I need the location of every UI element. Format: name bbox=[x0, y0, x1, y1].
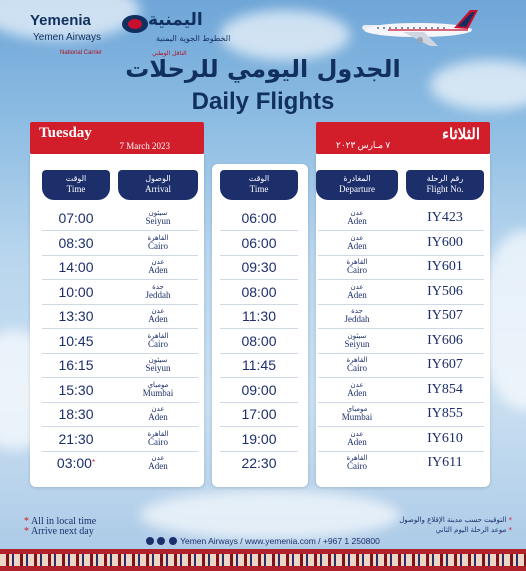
departure-time: 08:00 bbox=[241, 283, 277, 300]
arrival-city-cell bbox=[118, 307, 198, 324]
departure-city-en: Cairo bbox=[347, 265, 367, 275]
departure-city-cell bbox=[316, 258, 398, 275]
row-divider bbox=[42, 255, 198, 256]
arrival-city-cell bbox=[118, 283, 198, 300]
departure-city-ar: مومباي bbox=[346, 405, 368, 413]
arrival-city-en: Seiyun bbox=[145, 363, 171, 373]
flight-number: IY854 bbox=[427, 381, 463, 397]
arrival-city-ar: جدة bbox=[152, 282, 164, 291]
yemenia-logo-icon bbox=[122, 15, 148, 33]
col-header-label-en: Arrival bbox=[145, 184, 171, 194]
instagram-icon bbox=[146, 537, 154, 545]
arrival-time-cell bbox=[42, 333, 110, 349]
departure-time-cell bbox=[220, 259, 298, 275]
arrival-city-cell bbox=[118, 454, 198, 471]
arrival-city-ar: القاهرة bbox=[147, 331, 169, 340]
flight-number: IY601 bbox=[427, 259, 463, 274]
col-header-departure bbox=[316, 170, 398, 200]
departure-time-cell bbox=[220, 382, 298, 398]
departure-city-ar: القاهرة bbox=[346, 356, 368, 364]
departure-time-cell bbox=[220, 308, 298, 324]
row-divider bbox=[318, 353, 484, 354]
footer-pattern bbox=[0, 549, 526, 571]
arrival-city-ar: سيئون bbox=[148, 356, 168, 364]
arrival-city-cell bbox=[118, 381, 198, 398]
arrival-city-ar: القاهرة bbox=[147, 429, 169, 438]
departure-city-en: Aden bbox=[347, 387, 367, 398]
day-bar-en bbox=[30, 122, 204, 154]
departure-city-cell bbox=[316, 405, 398, 422]
flight-number-cell bbox=[406, 431, 484, 447]
departure-city-en: Aden bbox=[347, 289, 367, 300]
departure-time-cell bbox=[220, 431, 298, 447]
arrival-city-ar: القاهرة bbox=[147, 233, 169, 242]
departure-time-cell bbox=[220, 235, 298, 251]
arrival-time: 07:00 bbox=[58, 210, 94, 226]
row-divider bbox=[42, 279, 198, 280]
row-divider bbox=[42, 402, 198, 403]
departure-city-cell bbox=[316, 430, 398, 447]
departure-city-en: Aden bbox=[347, 216, 367, 226]
arrival-city-en: Cairo bbox=[148, 436, 168, 447]
departure-time-cell bbox=[220, 333, 298, 349]
flight-number-cell bbox=[406, 308, 484, 324]
col-header-label-ar: رقم الرحلة bbox=[426, 174, 464, 183]
col-header-label-ar: الوقت bbox=[65, 174, 87, 183]
flight-number: IY423 bbox=[427, 210, 463, 225]
brand-tag-ar: الناقل الوطني bbox=[152, 50, 187, 57]
col-header-departure-time bbox=[220, 170, 298, 200]
row-divider bbox=[42, 426, 198, 427]
row-divider bbox=[220, 402, 298, 403]
arrival-city-en: Aden bbox=[148, 265, 168, 275]
departure-city-en: Jeddah bbox=[344, 314, 370, 324]
arrival-time-cell bbox=[42, 357, 110, 373]
col-header-label-ar: الوقت bbox=[248, 174, 270, 183]
cloud-decoration bbox=[140, 490, 400, 540]
arrival-time-cell bbox=[42, 308, 110, 324]
flight-number: IY506 bbox=[427, 283, 463, 299]
arrival-city-en: Aden bbox=[148, 412, 168, 422]
flight-number-cell bbox=[406, 333, 484, 349]
brand-name-ar: اليمنية bbox=[148, 10, 203, 30]
day-label-ar: الثلاثاء bbox=[441, 127, 480, 143]
arrival-city-cell bbox=[118, 332, 198, 349]
arrival-city-cell bbox=[118, 234, 198, 251]
departure-time: 22:30 bbox=[241, 455, 277, 471]
flight-number: IY606 bbox=[427, 332, 463, 348]
arrival-time-cell bbox=[42, 406, 110, 422]
departure-city-ar: عدن bbox=[350, 233, 364, 242]
contact-line bbox=[0, 536, 526, 546]
arrival-city-ar: سيئون bbox=[148, 209, 168, 217]
flight-number-cell bbox=[406, 382, 484, 398]
col-header-label-ar: المغادرة bbox=[343, 174, 371, 183]
flight-number: IY610 bbox=[427, 430, 463, 446]
row-divider bbox=[42, 328, 198, 329]
arrival-time: 18:30 bbox=[58, 406, 94, 422]
arrival-time: 13:30 bbox=[58, 308, 94, 324]
contact-text: Yemen Airways / www.yemenia.com / +967 1 250800 bbox=[180, 536, 380, 546]
departure-city-ar: عدن bbox=[350, 380, 364, 389]
brand-tag-en: National Carrier bbox=[60, 50, 103, 56]
arrival-city-cell bbox=[118, 258, 198, 275]
row-divider bbox=[318, 255, 484, 256]
brand-logo bbox=[30, 10, 231, 57]
title-arabic: الجدول اليومي للرحلات bbox=[125, 55, 401, 83]
twitter-icon bbox=[157, 537, 165, 545]
col-header-label-en: Departure bbox=[339, 184, 375, 194]
arrival-city-en: Mumbai bbox=[142, 387, 174, 398]
flight-number: IY611 bbox=[427, 455, 463, 470]
row-divider bbox=[42, 230, 198, 231]
note-ar-next-day: * موعد الرحلة اليوم الثاني bbox=[435, 526, 512, 534]
departure-time: 06:00 bbox=[241, 234, 277, 251]
arrival-time: 08:30 bbox=[58, 234, 94, 251]
arrival-city-ar: عدن bbox=[151, 454, 165, 462]
row-divider bbox=[318, 230, 484, 231]
flight-number-cell bbox=[406, 406, 484, 422]
departure-city-ar: عدن bbox=[350, 282, 364, 291]
row-divider bbox=[42, 377, 198, 378]
row-divider bbox=[220, 304, 298, 305]
row-divider bbox=[318, 377, 484, 378]
row-divider bbox=[220, 328, 298, 329]
cloud-decoration bbox=[220, 10, 350, 60]
departure-time-cell bbox=[220, 406, 298, 422]
departure-time: 11:30 bbox=[242, 308, 276, 324]
departure-time: 08:00 bbox=[241, 332, 277, 349]
departure-city-ar: القاهرة bbox=[346, 258, 368, 266]
brand-sub-ar: الخطوط الجوية اليمنية bbox=[156, 34, 231, 43]
row-divider bbox=[42, 451, 198, 452]
arrival-time: 10:00 bbox=[58, 283, 94, 300]
col-header-arrival-time bbox=[42, 170, 110, 200]
departure-time: 11:45 bbox=[242, 357, 276, 373]
arrival-city-en: Aden bbox=[148, 314, 168, 324]
departure-time: 19:00 bbox=[241, 430, 277, 447]
arrival-city-en: Jeddah bbox=[145, 289, 171, 300]
airplane-icon bbox=[358, 8, 482, 48]
departure-city-en: Cairo bbox=[347, 363, 367, 373]
arrival-time: 14:00 bbox=[58, 259, 94, 275]
arrival-city-ar: عدن bbox=[151, 307, 165, 315]
col-header-label-ar: الوصول bbox=[145, 174, 171, 183]
flight-number-cell bbox=[406, 259, 484, 275]
col-header-arrival bbox=[118, 170, 198, 200]
arrival-city-ar: عدن bbox=[151, 405, 165, 413]
flight-number: IY507 bbox=[427, 308, 463, 323]
arrival-city-en: Cairo bbox=[148, 240, 168, 251]
row-divider bbox=[318, 402, 484, 403]
col-header-label-en: Time bbox=[249, 184, 269, 194]
row-divider bbox=[318, 304, 484, 305]
departure-city-ar: عدن bbox=[350, 429, 364, 438]
note-en-local-time: * All in local time bbox=[24, 516, 97, 527]
arrival-time-cell bbox=[42, 284, 110, 300]
note-ar-local-time: * التوقيت حسب مدينة الإقلاع والوصول bbox=[399, 516, 512, 524]
date-label-ar: ٧ مـارس ٢٠٢٣ bbox=[336, 140, 391, 150]
departure-time: 09:00 bbox=[241, 381, 277, 398]
col-header-flight-no bbox=[406, 170, 484, 200]
row-divider bbox=[220, 230, 298, 231]
arrival-time-cell bbox=[42, 210, 110, 226]
arrival-time: 15:30 bbox=[58, 381, 94, 398]
brand-name-en: Yemenia bbox=[30, 12, 91, 29]
departure-city-en: Aden bbox=[347, 240, 367, 251]
row-divider bbox=[220, 451, 298, 452]
departure-city-cell bbox=[316, 307, 398, 324]
next-day-mark: * bbox=[91, 458, 96, 467]
flight-number: IY600 bbox=[427, 234, 463, 250]
departure-time: 06:00 bbox=[241, 210, 277, 226]
col-header-label-en: Time bbox=[66, 184, 86, 194]
departure-time-cell bbox=[220, 210, 298, 226]
facebook-icon bbox=[169, 537, 177, 545]
departure-city-cell bbox=[316, 381, 398, 398]
flight-number-cell bbox=[406, 235, 484, 251]
arrival-time-cell bbox=[42, 455, 110, 471]
flight-number: IY607 bbox=[427, 357, 463, 372]
date-label-en: 7 March 2023 bbox=[119, 141, 170, 151]
departure-city-cell bbox=[316, 234, 398, 251]
departure-city-ar: سيئون bbox=[347, 331, 367, 340]
departure-time-cell bbox=[220, 455, 298, 471]
departure-city-en: Aden bbox=[347, 436, 367, 447]
arrival-time: 16:15 bbox=[58, 357, 94, 373]
arrival-city-cell bbox=[118, 356, 198, 373]
departure-city-en: Seiyun bbox=[344, 338, 370, 349]
departure-city-cell bbox=[316, 356, 398, 373]
arrival-time-cell bbox=[42, 235, 110, 251]
departure-city-cell bbox=[316, 454, 398, 471]
flight-number-cell bbox=[406, 357, 484, 373]
departure-city-ar: جدة bbox=[351, 307, 363, 315]
arrival-city-cell bbox=[118, 209, 198, 226]
row-divider bbox=[42, 304, 198, 305]
departure-city-cell bbox=[316, 209, 398, 226]
row-divider bbox=[220, 255, 298, 256]
flight-number-cell bbox=[406, 284, 484, 300]
arrival-city-ar: عدن bbox=[151, 258, 165, 266]
departure-time-cell bbox=[220, 357, 298, 373]
col-header-label-en: Flight No. bbox=[426, 184, 464, 194]
arrival-time: 10:45 bbox=[58, 332, 94, 349]
title-english: Daily Flights bbox=[191, 88, 335, 115]
brand-sub-en: Yemen Airways bbox=[33, 32, 101, 43]
arrival-time: 03:00 bbox=[56, 455, 92, 471]
departure-city-cell bbox=[316, 332, 398, 349]
arrival-time-cell bbox=[42, 259, 110, 275]
arrival-city-en: Cairo bbox=[148, 338, 168, 349]
row-divider bbox=[220, 377, 298, 378]
arrival-city-cell bbox=[118, 405, 198, 422]
arrival-city-cell bbox=[118, 430, 198, 447]
day-label-en: Tuesday bbox=[39, 125, 92, 141]
departure-time: 17:00 bbox=[241, 406, 277, 422]
flight-number-cell bbox=[406, 210, 484, 226]
day-bar-ar bbox=[316, 122, 490, 154]
departure-city-en: Mumbai bbox=[341, 412, 373, 422]
flight-number-cell bbox=[406, 455, 484, 471]
row-divider bbox=[318, 451, 484, 452]
departure-time-cell bbox=[220, 284, 298, 300]
arrival-time-cell bbox=[42, 431, 110, 447]
arrival-city-ar: مومباي bbox=[147, 380, 169, 389]
flight-number: IY855 bbox=[427, 406, 463, 421]
row-divider bbox=[42, 353, 198, 354]
arrival-time-cell bbox=[42, 382, 110, 398]
row-divider bbox=[220, 426, 298, 427]
arrival-time: 21:30 bbox=[58, 430, 94, 447]
arrival-city-en: Seiyun bbox=[145, 216, 171, 226]
row-divider bbox=[318, 328, 484, 329]
departure-city-ar: عدن bbox=[350, 209, 364, 217]
departure-city-en: Cairo bbox=[347, 461, 367, 471]
departure-city-ar: القاهرة bbox=[346, 454, 368, 462]
row-divider bbox=[318, 426, 484, 427]
row-divider bbox=[220, 279, 298, 280]
departure-city-cell bbox=[316, 283, 398, 300]
note-en-next-day: * Arrive next day bbox=[24, 526, 94, 537]
departure-time: 09:30 bbox=[241, 259, 277, 275]
row-divider bbox=[318, 279, 484, 280]
row-divider bbox=[220, 353, 298, 354]
arrival-city-en: Aden bbox=[148, 461, 168, 471]
